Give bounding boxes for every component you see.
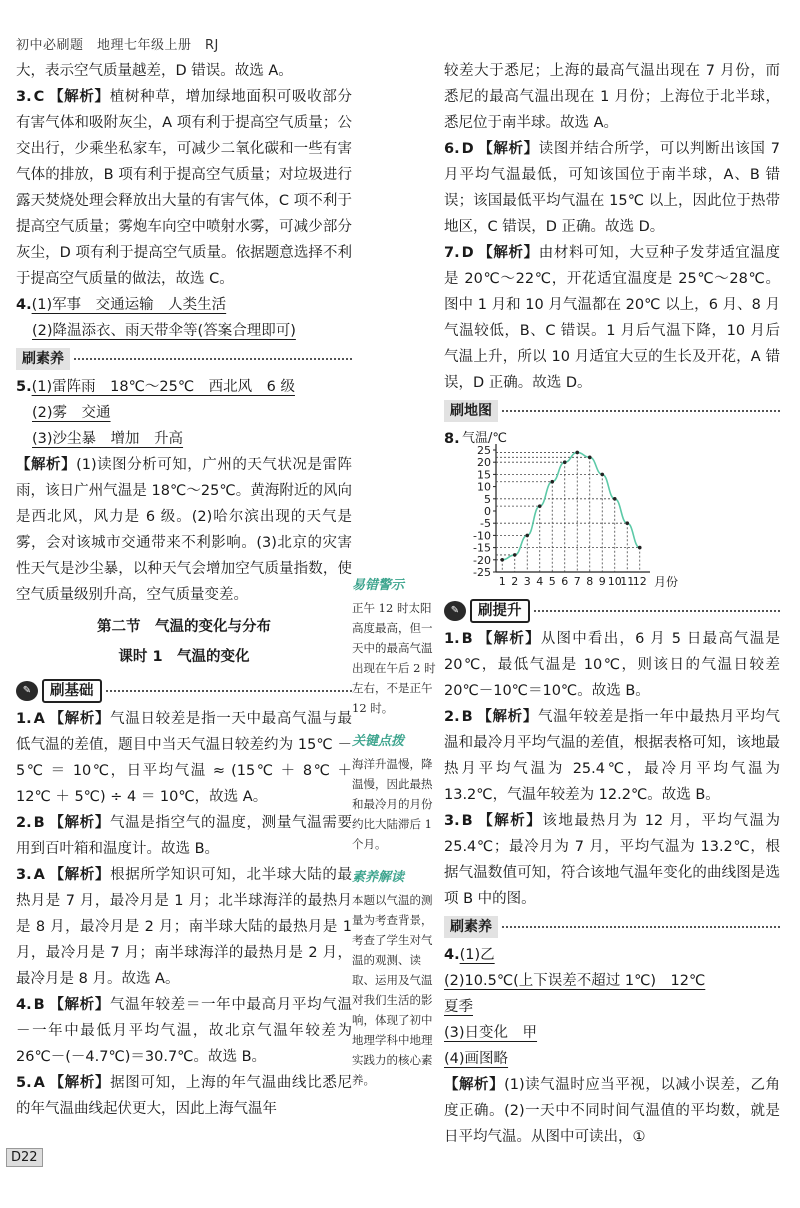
basic-4: 4. B 【解析】气温年较差＝一年中最高月平均气温－一年中最低月平均气温，故北京气温年较差为 26℃－(－4.7℃)＝30.7℃。故选 B。	[16, 997, 353, 1065]
chart-y-tick-label: -20	[473, 553, 491, 567]
chart-y-tick-label: 10	[477, 480, 491, 494]
page-header: 初中必刷题 地理七年级上册 RJ	[16, 38, 219, 53]
answer-6: 6. D 【解析】读图并结合所学，可以判断出该国 7 月平均气温最低，可知该国位于南半球，A、B 错误；该国最低平均气温在 15℃ 以上，因此位于热带地区，C 错误，D 正确。故选 D。	[444, 141, 781, 235]
right-column: 较差大于悉尼；上海的最高气温出现在 7 月份，而悉尼的最高气温出现在 1 月份；上海位于北半球，悉尼位于南半球。故选 A。 6. D 【解析】读图并结合所学，可以判断出该国 7 月平均气温最低，可知该国位于南半球，A、B 错误；该国最低平均气温在 15℃ 以上，因此位于热带地区，C 错误，D 正确。故选 D。 7. D 【解析】由材料可知，大豆种子发芽适宜温度是 20℃～22℃，开花适宜温度是 25℃～28℃。图中 1 月和 10 月气温都在 20℃ 以上，6 月、8 月气温较低，B、C 错误。1 月后气温下降，10 月后气温上升，所以 10 月适宜大豆的生长及开花，A 错误，D 正确。故选 D。 刷地图 8. 气温/℃ 月份 25 20 15 10 5 0 -5 -10 -15 -20 -25 1 2 3 4 5 6 7 8 9 10 11 12 ✎ 刷提升 1. B 【解析】从图中看出，6 月 5 日最高气温是 20℃，最低气温是 10℃，则该日的气温日较差 20℃－10℃＝10℃。故选 B。 2. B 【解析】气温年较差是指一年中最热月平均气温和最冷月平均气温的差值，根据表格可知，该地最热月平均气温为 25.4℃，最冷月平均气温为 13.2℃，气温年较差为 12.2℃。故选 B。 3. B 【解析】该地最热月为 12 月，平均气温为 25.4℃；最冷月为 7 月，平均气温为 13.2℃，根据气温数值可知，符合该地气温年变化的曲线图是选项 B 中的图。 刷素养 4.(1)乙 (2)10.5℃(上下误差不超过 1℃) 12℃ 夏季 (3)日变化 甲 (4)画图略 【解析】(1)读气温时应当平视，以减小误差，乙角度正确。(2)一天中不同时间气温值的平均数，就是日平均气温。从图中可读出，①	[444, 58, 780, 1150]
chart-point	[575, 451, 579, 455]
chart-point	[513, 553, 517, 557]
chart-y-tick-label: 15	[477, 468, 491, 482]
chart-x-tick-label: 6	[561, 575, 569, 588]
chart-point	[538, 504, 542, 508]
chart-x-tick-label: 3	[523, 575, 531, 588]
section-title: 第二节 气温的变化与分布	[97, 619, 271, 635]
answer-5: 5.(1)雷阵雨 18℃～25℃ 西北风 6 级	[16, 379, 295, 395]
left-continuation: 大，表示空气质量越差，D 错误。故选 A。	[16, 63, 293, 79]
basic-1: 1. A 【解析】气温日较差是指一天中最高气温与最低气温的差值，题目中当天气温日较差约为 15℃ － 5℃ ＝ 10℃，日平均气温 ≈ (15℃ ＋ 8℃ ＋ 12℃ ＋ 5℃) ÷ 4 ＝ 10℃，故选 A。	[16, 711, 353, 805]
chart-y-tick-label: 20	[477, 456, 491, 470]
section-divider-suyang: 刷素养	[16, 346, 352, 372]
chart-y-tick-label: 25	[477, 444, 491, 457]
chart-xlabel: 月份	[654, 575, 679, 589]
answer-3: 3. C 【解析】植树种草，增加绿地面积可吸收部分有害气体和吸附灰尘，A 项有利于提高空气质量；公交出行，少乘坐私家车，可减少二氧化碳和一些有害气体的排放，B 项有利于提高空气质量；对垃圾进行露天焚烧处理会释放出大量的有害气体，C 项不利于提高空气质量；雾炮车向空中喷射水雾，可减少部分灰尘，D 项有利于提高空气质量。依据题意选择不利于提高空气质量的做法，故选 C。	[16, 89, 353, 287]
chart-x-tick-label: 10	[607, 575, 622, 588]
chart-point	[625, 521, 629, 525]
page-number: D22	[6, 1148, 43, 1167]
chart-y-tick-label: 5	[484, 492, 491, 506]
chart-y-tick-label: 0	[484, 505, 491, 518]
temperature-line-chart	[458, 426, 698, 596]
sidebar-note-literacy: 本题以气温的测量为考查背景，考查了学生对气温的观测、读取、运用及气温对我们生活的影响，体现了初中地理学科中地理实践力的核心素养。	[352, 893, 433, 1087]
answer-7: 7. D 【解析】由材料可知，大豆种子发芽适宜温度是 20℃～22℃，开花适宜温度是 25℃～28℃。图中 1 月和 10 月气温都在 20℃ 以上，6 月、8 月气温较低，B、C 错误。1 月后气温下降，10 月后气温上升，所以 10 月适宜大豆的生长及开花，A 错误，D 正确。故选 D。	[444, 245, 781, 391]
chart-x-tick-label: 2	[511, 575, 519, 588]
chart-y-tick-label: -5	[480, 517, 491, 531]
chart-x-tick-label: 9	[598, 575, 606, 588]
literacy-4: 4.(1)乙	[444, 947, 495, 963]
chart-x-tick-label: 4	[536, 575, 544, 588]
answer-5-analysis: 【解析】(1)读图分析可知，广州的天气状况是雷阵雨，该日广州气温是 18℃～25℃。黄海附近的风向是西北风，风力是 6 级。(2)哈尔滨出现的天气是雾，会对该城市交通带来不利影响。(3)北京的灾害性天气是沙尘暴，以种天气会增加空气质量指数，使空气质量级别升高，空气质量变差。	[16, 457, 352, 603]
section-badge-jichu: ✎ 刷基础	[16, 678, 352, 704]
section-badge-tisheng: ✎ 刷提升	[444, 598, 780, 624]
chart-x-tick-label: 5	[548, 575, 556, 588]
chart-y-tick-label: -15	[473, 541, 491, 555]
basic-5: 5. A 【解析】据图可知，上海的年气温曲线比悉尼的年气温曲线起伏更大，因此上海气温年	[16, 1075, 353, 1117]
sidebar-title-literacy: 素养解读	[352, 870, 405, 885]
section-divider-ditu: 刷地图	[444, 398, 780, 424]
improve-3: 3. B 【解析】该地最热月为 12 月，平均气温为 25.4℃；最冷月为 7 月，平均气温为 13.2℃，根据气温数值可知，符合该地气温年变化的曲线图是选项 B 中的图。	[444, 813, 781, 907]
chart-y-tick-label: -25	[473, 566, 491, 579]
improve-2: 2. B 【解析】气温年较差是指一年中最热月平均气温和最冷月平均气温的差值，根据表格可知，该地最热月平均气温为 25.4℃，最冷月平均气温为 13.2℃，气温年较差为 12.2℃。故选 B。	[444, 709, 781, 803]
chart-point	[500, 558, 504, 562]
right-continuation: 较差大于悉尼；上海的最高气温出现在 7 月份，而悉尼的最高气温出现在 1 月份；上海位于北半球，悉尼位于南半球。故选 A。	[444, 63, 780, 131]
chart-point	[638, 546, 642, 550]
basic-3: 3. A 【解析】根据所学知识可知，北半球大陆的最热月是 7 月，最冷月是 1 月；北半球海洋的最热月是 8 月，最冷月是 2 月；南半球大陆的最热月是 1 月，最冷月是 7 月；南半球海洋的最热月是 2 月，最冷月是 8 月。故选 A。	[16, 867, 353, 987]
chart-x-tick-label: 1	[498, 575, 506, 588]
basic-2: 2. B 【解析】气温是指空气的温度，测量气温需要用到百叶箱和温度计。故选 B。	[16, 815, 353, 857]
literacy-4-analysis: 【解析】(1)读气温时应当平视，以减小误差，乙角度正确。(2)一天中不同时间气温值的平均数，就是日平均气温。从图中可读出，①	[444, 1077, 780, 1145]
answer-4: 4.(1)军事 交通运输 人类生活	[16, 297, 227, 313]
chart-y-tick-label: -10	[473, 529, 491, 543]
chart-x-tick-label: 12	[632, 575, 647, 588]
temperature-chart-block: 8. 气温/℃ 月份 25 20 15 10 5 0 -5 -10 -15 -20 -25 1 2 3 4 5 6 7 8 9 10 11 12	[444, 426, 780, 596]
chart-x-tick-label: 8	[586, 575, 594, 588]
brush-icon: ✎	[444, 601, 466, 621]
chart-x-tick-label: 11	[620, 575, 635, 588]
sidebar-notes	[352, 572, 438, 1090]
section-divider-suyang-2: 刷素养	[444, 914, 780, 940]
chart-x-tick-label: 7	[573, 575, 581, 588]
chart-point	[563, 460, 567, 464]
brush-icon: ✎	[16, 681, 38, 701]
chart-point	[550, 480, 554, 484]
sidebar-title-key: 关键点拨	[352, 734, 405, 749]
chart-point	[613, 497, 617, 501]
lesson-title: 课时 1 气温的变化	[118, 649, 250, 665]
sidebar-note-error: 正午 12 时太阳高度最高，但一天中的最高气温出现在午后 2 时左右，不是正午 12 时。	[352, 601, 436, 715]
answer-4-line2: (2)降温添衣、雨天带伞等(答案合理即可)	[32, 323, 296, 339]
chart-series-line	[502, 452, 640, 559]
chart-point	[588, 456, 592, 460]
chart-point	[600, 473, 604, 477]
chart-ylabel: 气温/℃	[462, 431, 507, 446]
left-column: 大，表示空气质量越差，D 错误。故选 A。 3. C 【解析】植树种草，增加绿地面积可吸收部分有害气体和吸附灰尘，A 项有利于提高空气质量；公交出行，少乘坐私家车，可减少二氧化碳和一些有害气体的排放，B 项有利于提高空气质量；对垃圾进行露天焚烧处理会释放出大量的有害气体，C 项不利于提高空气质量；雾炮车向空中喷射水雾，可减少部分灰尘，D 项有利于提高空气质量。依据题意选择不利于提高空气质量的做法，故选 C。 4.(1)军事 交通运输 人类生活 (2)降温添衣、雨天带伞等(答案合理即可) 刷素养 5.(1)雷阵雨 18℃～25℃ 西北风 6 级 (2)雾 交通 (3)沙尘暴 增加 升高 【解析】(1)读图分析可知，广州的天气状况是雷阵雨，该日广州气温是 18℃～25℃。黄海附近的风向是西北风，风力是 6 级。(2)哈尔滨出现的天气是雾，会对该城市交通带来不利影响。(3)北京的灾害性天气是沙尘暴，以种天气会增加空气质量指数，使空气质量级别升高，空气质量变差。 第二节 气温的变化与分布 课时 1 气温的变化 ✎ 刷基础 1. A 【解析】气温日较差是指一天中最高气温与最低气温的差值，题目中当天气温日较差约为 15℃ － 5℃ ＝ 10℃，日平均气温 ≈ (15℃ ＋ 8℃ ＋ 12℃ ＋ 5℃) ÷ 4 ＝ 10℃，故选 A。 2. B 【解析】气温是指空气的温度，测量气温需要用到百叶箱和温度计。故选 B。 3. A 【解析】根据所学知识可知，北半球大陆的最热月是 7 月，最冷月是 1 月；北半球海洋的最热月是 8 月，最冷月是 2 月；南半球大陆的最热月是 1 月，最冷月是 7 月；南半球海洋的最热月是 2 月，最冷月是 8 月。故选 A。 4. B 【解析】气温年较差＝一年中最高月平均气温－一年中最低月平均气温，故北京气温年较差为 26℃－(－4.7℃)＝30.7℃。故选 B。 5. A 【解析】据图可知，上海的年气温曲线比悉尼的年气温曲线起伏更大，因此上海气温年	[16, 58, 352, 1122]
chart-point	[525, 534, 529, 538]
sidebar-title-error: 易错警示	[352, 578, 405, 593]
sidebar-note-key: 海洋升温慢，降温慢，因此最热和最冷月的月份约比大陆滞后 1 个月。	[352, 757, 433, 851]
improve-1: 1. B 【解析】从图中看出，6 月 5 日最高气温是 20℃，最低气温是 10℃，则该日的气温日较差 20℃－10℃＝10℃。故选 B。	[444, 631, 780, 699]
